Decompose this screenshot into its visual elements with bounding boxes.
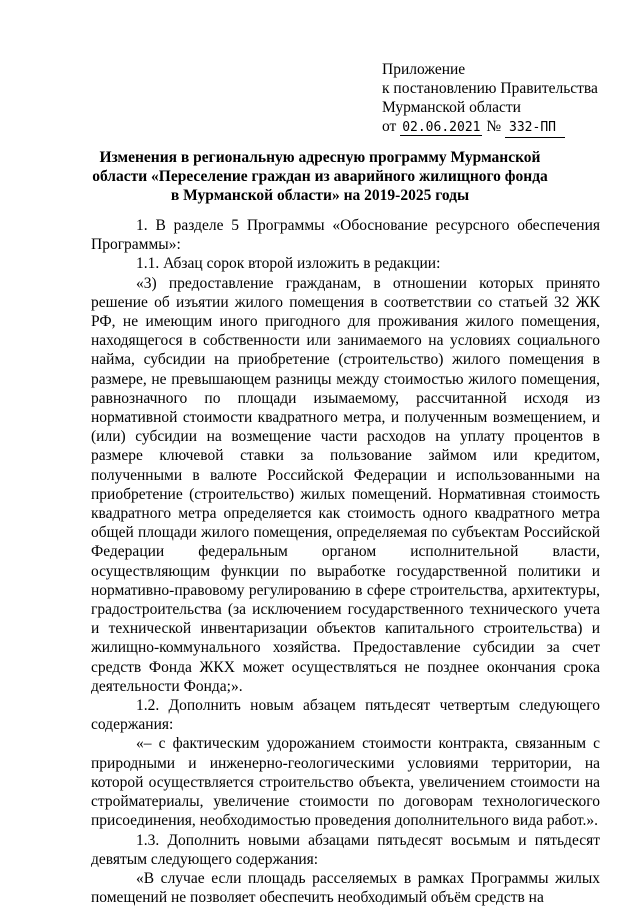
paragraph-1-3: 1.3. Дополнить новыми абзацами пятьдесят восьмым и пятьдесят девятым следующего содержания: xyxy=(91,831,600,868)
decree-date: 02.06.2021 xyxy=(402,120,481,135)
appendix-block xyxy=(382,60,598,138)
appendix-decree-line: к постановлению Правительства xyxy=(382,80,598,97)
appendix-label: Приложение xyxy=(382,61,466,78)
appendix-date-line xyxy=(382,117,598,138)
decree-number: 332-ПП xyxy=(505,118,565,138)
number-sign: № xyxy=(486,118,502,135)
paragraph-quote-3: «3) предоставление гражданам, в отношении которых принято решение об изъятии жилого помещения в соответствии со статьей 32 ЖК РФ, не имеющим иного пригодного для проживания жилого помещения, находящегося в собственности или занимаемого на условиях социального найма, субсидии на приобретение (строительство) жилого помещения в размере, не превышающем разницы между стоимостью жилого помещения, равнозначного по площади изымаемому, рассчитанной исходя из нормативной стоимости квадратного метра, и полученным возмещением, и (или) субсидии на возмещение части расходов на уплату процентов в размере ключевой ставки за пользование займом или кредитом, полученными в валюте Российской Федерации и использованными на приобретение (строительство) жилых помещений. Нормативная стоимость квадратного метра определяется как стоимость одного квадратного метра общей площади жилого помещения, определяемая по субъектам Российской Федерации федеральным органом исполнительной власти, осуществляющим функции по выработке государственной политики и нормативно-правовому регулированию в сфере строительства, архитектуры, градостроительства (за исключением государственного технического учета и технической инвентаризации объектов капитального строительства) и жилищно-коммунального хозяйства. Предоставление субсидии за счет средств Фонда ЖКХ может осуществляться не позднее окончания срока деятельности Фонда;». xyxy=(91,274,600,695)
paragraph-1-1: 1.1. Абзац сорок второй изложить в редакции: xyxy=(136,255,441,273)
paragraph-quote-dash: «– с фактическим удорожанием стоимости контракта, связанным с природными и инженерно-геологическими условиями территории, на которой осуществляется строительство объекта, увеличением стоимости на стройматериалы, увеличение стоимости по договорам технологического присоединения, необходимостью проведения дополнительного вида работ.». xyxy=(91,735,600,830)
document-title: Изменения в региональную адресную программу Мурманской области «Переселение граждан из аварийного жилищного фонда в Мурманской области» на 2019-2025 годы xyxy=(92,149,548,204)
paragraph-1-2: 1.2. Дополнить новым абзацем пятьдесят четвертым следующего содержания: xyxy=(91,697,600,734)
date-prefix: от xyxy=(382,118,397,135)
paragraph-quote-case: «В случае если площадь расселяемых в рамках Программы жилых помещений не позволяет обеспечить необходимый объём средств на xyxy=(91,869,600,907)
appendix-region-line: Мурманской области xyxy=(382,99,521,116)
document-body xyxy=(91,216,600,907)
paragraph-1: 1. В разделе 5 Программы «Обоснование ресурсного обеспечения Программы»: xyxy=(91,217,600,254)
